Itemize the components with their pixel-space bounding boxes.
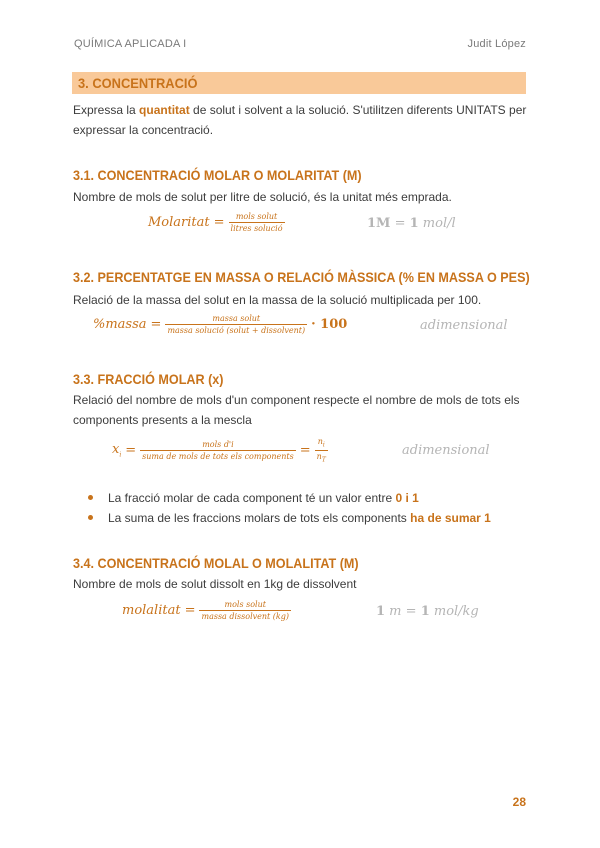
mole-fraction-heading: 3.3. FRACCIÓ MOLAR (x) xyxy=(73,371,224,387)
molarity-unit-rhs: mol/l xyxy=(418,216,456,231)
mass-percent-numerator: massa solut xyxy=(212,314,261,323)
molality-unit-value: 1 xyxy=(376,604,386,619)
mass-percent-formula-lhs: %massa xyxy=(93,317,147,332)
bullet-text: La fracció molar de cada component té un valor entre xyxy=(108,491,396,505)
molarity-fraction xyxy=(229,212,285,233)
bullet-text: La suma de les fraccions molars de tots els components xyxy=(108,511,411,525)
intro-text-start: Expressa la xyxy=(73,103,140,117)
mole-fraction-denominator: suma de mols de tots els components xyxy=(142,451,294,461)
mole-fraction-fraction xyxy=(140,440,296,461)
mole-fraction-formula: $x_i$ = $\frac{\text{mols d'i}}{\text{suma de mols de tots els components}}$ = $\frac{n_i}{n_T}$ xyxy=(112,437,326,464)
mole-fraction-lhs-symbol: x xyxy=(112,441,120,457)
mass-percent-heading: 3.2. PERCENTATGE EN MASSA O RELACIÓ MÀSSICA (% EN MASSA O PES) xyxy=(73,269,530,285)
mole-fraction-bullets xyxy=(88,488,528,528)
ratio-num-symbol: n xyxy=(317,437,323,446)
mass-percent-formula: %massa = $\frac{\text{massa solut}}{\text{massa solució (solut + dissolvent)}}$ · 100 xyxy=(93,314,348,335)
bullet-highlight: ha de sumar 1 xyxy=(410,511,491,525)
mole-fraction-ratio-numerator xyxy=(316,437,327,450)
molality-unit-rhs-num: 1 xyxy=(420,604,430,619)
section-title-bar xyxy=(72,72,526,94)
molality-fraction xyxy=(199,600,291,621)
mole-fraction-ratio xyxy=(315,437,328,463)
header-course-title: QUÍMICA APLICADA I xyxy=(74,38,187,50)
molality-definition: Nombre de mols de solut dissolt en 1kg de dissolvent xyxy=(73,577,357,591)
mass-percent-definition: Relació de la massa del solut en la massa de la solució multiplicada per 100. xyxy=(73,293,482,307)
molality-denominator: massa dissolvent (kg) xyxy=(201,612,290,621)
mass-percent-denominator: massa solució (solut + dissolvent) xyxy=(167,326,306,335)
molality-unit-eq: = xyxy=(401,604,421,619)
mole-fraction-unit-text: adimensional xyxy=(402,443,490,458)
molality-unit xyxy=(376,604,479,619)
molarity-unit-value: 1M xyxy=(367,216,391,231)
mole-fraction-ratio-denominator xyxy=(315,450,328,464)
mass-percent-multiplier: · 100 xyxy=(311,317,348,332)
molarity-definition: Nombre de mols de solut per litre de solució, és la unitat més emprada. xyxy=(73,190,452,204)
molarity-unit-rhs-num: 1 xyxy=(409,216,419,231)
section-title: 3. CONCENTRACIÓ xyxy=(78,75,198,91)
mass-percent-fraction xyxy=(165,314,307,335)
page-number: 28 xyxy=(512,795,526,809)
molality-formula: molalitat = $\frac{\text{mols solut}}{\text{massa dissolvent (kg)}}$ xyxy=(122,600,290,621)
molality-heading: 3.4. CONCENTRACIÓ MOLAL O MOLALITAT (M) xyxy=(73,555,359,571)
mole-fraction-lhs-sub: i xyxy=(119,451,122,459)
molarity-formula-lhs: Molaritat xyxy=(148,215,210,230)
bullet-dot-icon xyxy=(88,495,93,500)
mole-fraction-definition: Relació del nombre de mols d'un component respecte el nombre de mols de tots els components presents a la mescla xyxy=(73,393,520,427)
list-item xyxy=(88,488,528,508)
ratio-num-sub: i xyxy=(322,441,325,449)
mass-percent-unit xyxy=(420,318,508,333)
mole-fraction-lhs xyxy=(112,442,121,459)
bullet-highlight: 0 i 1 xyxy=(395,491,419,505)
header-author: Judit López xyxy=(467,38,526,50)
molarity-unit xyxy=(367,216,456,231)
molality-numerator: mols solut xyxy=(224,600,266,609)
list-item xyxy=(88,508,528,528)
molality-formula-lhs: molalitat xyxy=(122,603,181,618)
molality-unit-m: m xyxy=(385,604,402,619)
molarity-formula: Molaritat = $\frac{\text{mols solut}}{\text{litres solució}}$ xyxy=(148,212,283,233)
mole-fraction-unit xyxy=(402,443,490,458)
molarity-unit-eq: = xyxy=(390,216,410,231)
intro-text-end: de solut i solvent a la solució. S'utilitzen diferents UNITATS per expressar la concentració. xyxy=(73,103,527,137)
bullet-dot-icon xyxy=(88,515,93,520)
molality-unit-rhs: mol/kg xyxy=(429,604,479,619)
molarity-numerator: mols solut xyxy=(235,212,278,221)
molarity-denominator: litres solució xyxy=(230,224,283,233)
ratio-den-sub: T xyxy=(321,456,326,464)
mass-percent-unit-text: adimensional xyxy=(420,318,508,333)
intro-highlight: quantitat xyxy=(139,103,190,117)
mole-fraction-numerator: mols d'i xyxy=(202,439,234,449)
ratio-den-symbol: n xyxy=(316,451,322,461)
section-intro xyxy=(73,100,529,140)
molarity-heading: 3.1. CONCENTRACIÓ MOLAR O MOLARITAT (M) xyxy=(73,167,362,183)
